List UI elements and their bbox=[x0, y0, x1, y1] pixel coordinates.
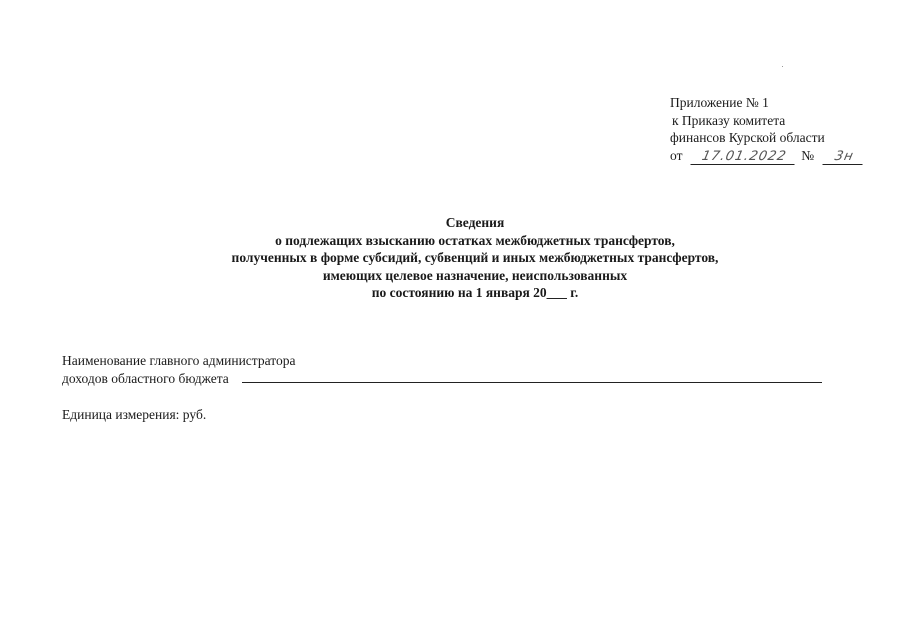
appendix-title: Приложение № 1 bbox=[670, 95, 769, 110]
title-line-3: полученных в форме субсидий, субвенций и иных межбюджетных трансфертов, bbox=[231, 250, 719, 265]
appendix-order-ref: к Приказу комитета bbox=[672, 112, 786, 128]
title-line-5: по состоянию на 1 января 20___ г. bbox=[371, 285, 579, 300]
appendix-committee: финансов Курской области bbox=[670, 130, 825, 145]
document-title bbox=[150, 214, 800, 302]
administrator-label-row bbox=[62, 370, 822, 388]
handwritten-date: 17.01.2022 bbox=[690, 150, 797, 165]
administrator-label-line-2: доходов областного бюджета bbox=[62, 371, 229, 386]
unit-of-measure: Единица измерения: руб. bbox=[62, 407, 207, 422]
title-line-2: о подлежащих взысканию остатках межбюджетных трансфертов, bbox=[275, 232, 675, 248]
appendix-block bbox=[670, 94, 870, 165]
date-prefix: от bbox=[670, 147, 683, 163]
scan-speck bbox=[782, 66, 783, 67]
administrator-label-line-1: Наименование главного администратора bbox=[62, 353, 296, 368]
administrator-fill-line bbox=[242, 370, 822, 383]
title-heading: Сведения bbox=[445, 215, 505, 230]
appendix-date-number-row bbox=[670, 147, 870, 165]
number-prefix: № bbox=[801, 147, 815, 163]
handwritten-number: 3н bbox=[822, 150, 865, 165]
title-line-4: имеющих целевое назначение, неиспользованных bbox=[322, 267, 628, 283]
administrator-field bbox=[62, 352, 822, 388]
